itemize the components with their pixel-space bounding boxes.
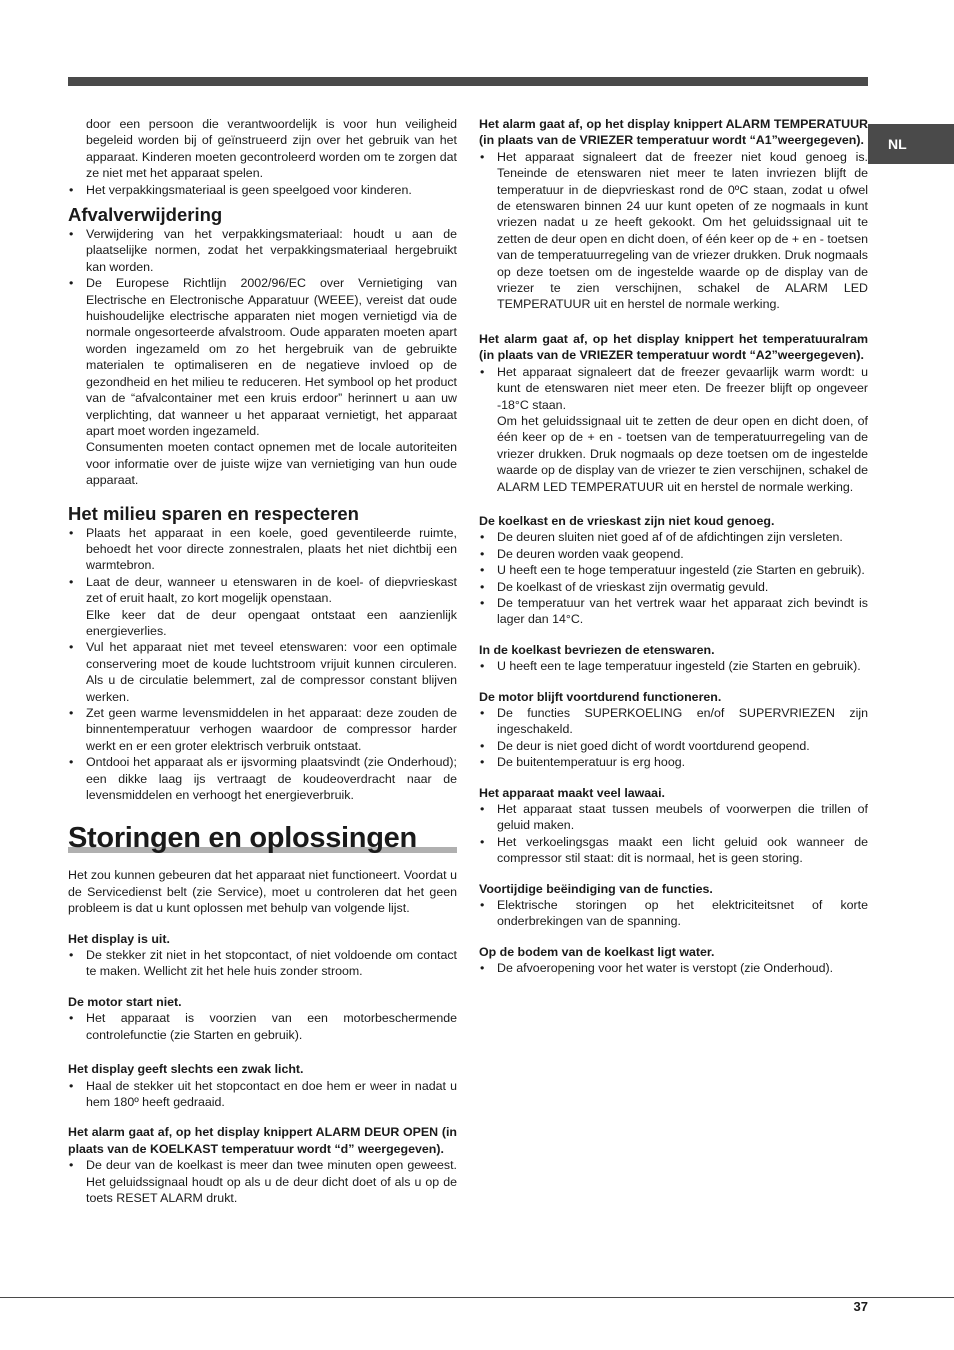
header-rule bbox=[68, 77, 868, 86]
afval-list bbox=[68, 226, 457, 489]
symptom-list bbox=[479, 801, 868, 867]
symptom-label: De motor blijft voortdurend functioneren. bbox=[479, 689, 722, 704]
list-item: • U heeft een te lage temperatuur ingesteld (zie Starten en gebruik). bbox=[479, 658, 868, 674]
list-item: • De buitentemperatuur is erg hoog. bbox=[479, 754, 868, 770]
list-item: • De stekker zit niet in het stopcontact, of niet voldoende om contact te maken. Wellicht zit het hele huis zonder stroom. bbox=[68, 947, 457, 980]
list-item: • Verwijdering van het verpakkingsmateriaal: houdt u aan de plaatselijke normen, zodat het verpakkingsmateriaal hergebruikt kan worden. bbox=[68, 226, 457, 275]
symptom-label: Voortijdige beëindiging van de functies. bbox=[479, 881, 713, 896]
symptom-list bbox=[479, 529, 868, 627]
list-item-text: Consumenten moeten contact opnemen met de locale autoriteiten voor informatie over de juiste wijze van vernietiging van hun oude apparaat. bbox=[86, 440, 457, 488]
list-item: • De temperatuur van het vertrek waar het apparaat zich bevindt is lager dan 14°C. bbox=[479, 595, 868, 628]
list-item-text: • De Europese Richtlijn 2002/96/EC over Vernietiging van Electrische en Electronische Apparatuur (WEEE), vereist dat oude huishoudelijke electrische apparaten niet mogen vernietigd via de normale ongesorteerde afvalstroom. Oude apparaten moeten apart worden ingezameld om zo het hergebruik van de gebruikte materialen te optimaliseren en de negatieve invloed op de gezondheid en het milieu te reduceren. Het symbool op het product van de “afvalcontainer met een kruis erdoor” herinnert u aan uw verplichting, dat wanneer u het apparaat vernietigt, het apparaat apart moet worden ingezameld. bbox=[86, 276, 457, 438]
symptom-label: De koelkast en de vrieskast zijn niet koud genoeg. bbox=[479, 513, 775, 528]
symptom-label: Het display is uit. bbox=[68, 931, 170, 946]
symptom-label: Op de bodem van de koelkast ligt water. bbox=[479, 944, 715, 959]
symptom-label: Het apparaat maakt veel lawaai. bbox=[479, 785, 665, 800]
symptom-list bbox=[68, 1157, 457, 1206]
symptom-list bbox=[479, 658, 868, 674]
list-item-text: • Het apparaat signaleert dat de freezer gevaarlijk warm wordt: u kunt de etenswaren niet meer eten. De freezer blijft op ongeveer -18°C staan. bbox=[497, 364, 868, 412]
symptom-label: Het alarm gaat af, op het display knippert het temperatuuralram (in plaats van de VRIEZER temperatuur wordt “A2”weergegeven). bbox=[479, 331, 868, 363]
symptom-label: Het alarm gaat af, op het display knippert ALARM DEUR OPEN (in plaats van de KOELKAST temperatuur wordt “d” weergegeven). bbox=[68, 1125, 457, 1156]
list-item: • Ontdooi het apparaat als er ijsvorming plaatsvindt (zie Onderhoud); een dikke laag ijs vertraagt de koudeoverdracht naar de levensmiddelen en verhoogt het energieverbruik. bbox=[68, 754, 457, 803]
symptom-list bbox=[479, 364, 868, 495]
list-item-text: Om het geluidssignaal uit te zetten de deur open en dicht doen, of één keer op de + en - toetsen van de temperatuurregeling van de vriezer drukken. Druk nogmaals op deze toetsen om de ingestelde waarde op de display van de vriezer te zien verschijnen, schakel de ALARM LED TEMPERATUUR uit en herstel de normale werking. bbox=[497, 413, 868, 494]
right-column bbox=[479, 116, 868, 977]
section-title-afvalverwijdering: Afvalverwijdering bbox=[68, 204, 223, 226]
list-item: • Het verpakkingsmateriaal is geen speelgoed voor kinderen. bbox=[68, 182, 457, 198]
symptom-list bbox=[68, 1078, 457, 1111]
list-item: • Het apparaat is voorzien van een motorbeschermende controlefunctie (zie Starten en gebruik). bbox=[68, 1010, 457, 1043]
list-item: • Het apparaat staat tussen meubels of voorwerpen die trillen of geluid maken. bbox=[479, 801, 868, 834]
list-item: • Het apparaat signaleert dat de freezer niet koud genoeg is. Teneinde de etenswaren niet meer te laten invriezen blijft de temperatuur in de diepvrieskast rond de 0ºC staan, zodat u ofwel de etenswaren binnen 24 uur kunt opeten of ze nogmaals in kunt vriezen nadat u ze heeft gekookt. Om het geluidssignaal uit te zetten de deur open en dicht doen, of één keer op de + en - toetsen van de temperatuurregeling van de vriezer drukken. Druk nogmaals op deze toetsen om de ingestelde waarde op de display van de vriezer te zien verschijnen, schakel de ALARM LED TEMPERATUUR uit en herstel de normale werking. bbox=[479, 149, 868, 313]
section-title-milieu: Het milieu sparen en respecteren bbox=[68, 502, 359, 524]
list-item: • De deuren worden vaak geopend. bbox=[479, 546, 868, 562]
list-item bbox=[68, 275, 457, 488]
list-item-text: Elke keer dat de deur opengaat ontstaat een aanzienlijk energieverlies. bbox=[86, 607, 457, 638]
list-item bbox=[68, 574, 457, 640]
list-item: • De deur is niet goed dicht of wordt voortdurend geopend. bbox=[479, 738, 868, 754]
symptom-label: De motor start niet. bbox=[68, 994, 182, 1009]
chapter-title: Storingen en oplossingen bbox=[68, 822, 417, 855]
list-item: • U heeft een te hoge temperatuur ingesteld (zie Starten en gebruik). bbox=[479, 562, 868, 578]
left-column bbox=[68, 116, 457, 1206]
symptom-list bbox=[68, 947, 457, 980]
symptom-list bbox=[479, 960, 868, 976]
storingen-intro: Het zou kunnen gebeuren dat het apparaat niet functioneert. Voordat u de Servicedienst belt (zie Service), moet u controleren dat het geen probleem is dat u kunt oplossen met behulp van volgende lijst. bbox=[68, 868, 457, 916]
footer-rule bbox=[0, 1297, 954, 1298]
list-item: • De functies SUPERKOELING en/of SUPERVRIEZEN zijn ingeschakeld. bbox=[479, 705, 868, 738]
page-number: 37 bbox=[853, 1299, 868, 1314]
symptom-label: Het display geeft slechts een zwak licht. bbox=[68, 1062, 304, 1077]
symptom-label: In de koelkast bevriezen de etenswaren. bbox=[479, 642, 715, 657]
list-item: • De afvoeropening voor het water is verstopt (zie Onderhoud). bbox=[479, 960, 868, 976]
list-item: • De deuren sluiten niet goed af of de afdichtingen zijn versleten. bbox=[479, 529, 868, 545]
milieu-list bbox=[68, 525, 457, 804]
symptom-list bbox=[479, 149, 868, 313]
symptom-list bbox=[68, 1010, 457, 1043]
list-item: • Het verkoelingsgas maakt een licht geluid ook wanneer de compressor stil staat: dit is normaal, het is geen storing. bbox=[479, 834, 868, 867]
intro-continuation: door een persoon die verantwoordelijk is voor hun veiligheid begeleid worden bij of geïnstrueerd zijn over het gebruik van het apparaat. Kinderen moeten gecontroleerd worden om te zorgen dat ze niet met het apparaat spelen. bbox=[86, 117, 457, 181]
symptom-list bbox=[479, 705, 868, 771]
list-item: • Elektrische storingen op het elektriciteitsnet of korte onderbrekingen van de spanning. bbox=[479, 897, 868, 930]
intro-list bbox=[68, 182, 457, 198]
list-item: • Haal de stekker uit het stopcontact en doe hem er weer in nadat u hem 180º heeft gedraaid. bbox=[68, 1078, 457, 1111]
symptom-list bbox=[479, 897, 868, 930]
list-item: • De deur van de koelkast is meer dan twee minuten open geweest. Het geluidssignaal houdt op als u de deur dicht doet of als u op de toets RESET ALARM drukt. bbox=[68, 1157, 457, 1206]
list-item: • Zet geen warme levensmiddelen in het apparaat: deze zouden de binnentemperatuur verhogen waardoor de compressor harder werkt en er een groter elektrisch verbruik ontstaat. bbox=[68, 705, 457, 754]
list-item: • De koelkast of de vrieskast zijn overmatig gevuld. bbox=[479, 579, 868, 595]
list-item: • Vul het apparaat niet met teveel etenswaren: voor een optimale conservering moet de koude luchtstroom vrijuit kunnen circuleren. Als u de circulatie belemmert, zal de compressor constant blijven werken. bbox=[68, 639, 457, 705]
list-item bbox=[479, 364, 868, 495]
list-item-text: • Laat de deur, wanneer u etenswaren in de koel- of diepvrieskast zet of eruit haalt, zo kort mogelijk openstaan. bbox=[86, 574, 457, 606]
list-item: • Plaats het apparaat in een koele, goed geventileerde ruimte, behoedt het voor directe zonnestralen, plaats het niet dichtbij een warmtebron. bbox=[68, 525, 457, 574]
language-tab: NL bbox=[868, 124, 954, 164]
symptom-label: Het alarm gaat af, op het display knippert ALARM TEMPERATUUR (in plaats van de VRIEZER temperatuur wordt “A1”weergegeven). bbox=[479, 117, 868, 148]
